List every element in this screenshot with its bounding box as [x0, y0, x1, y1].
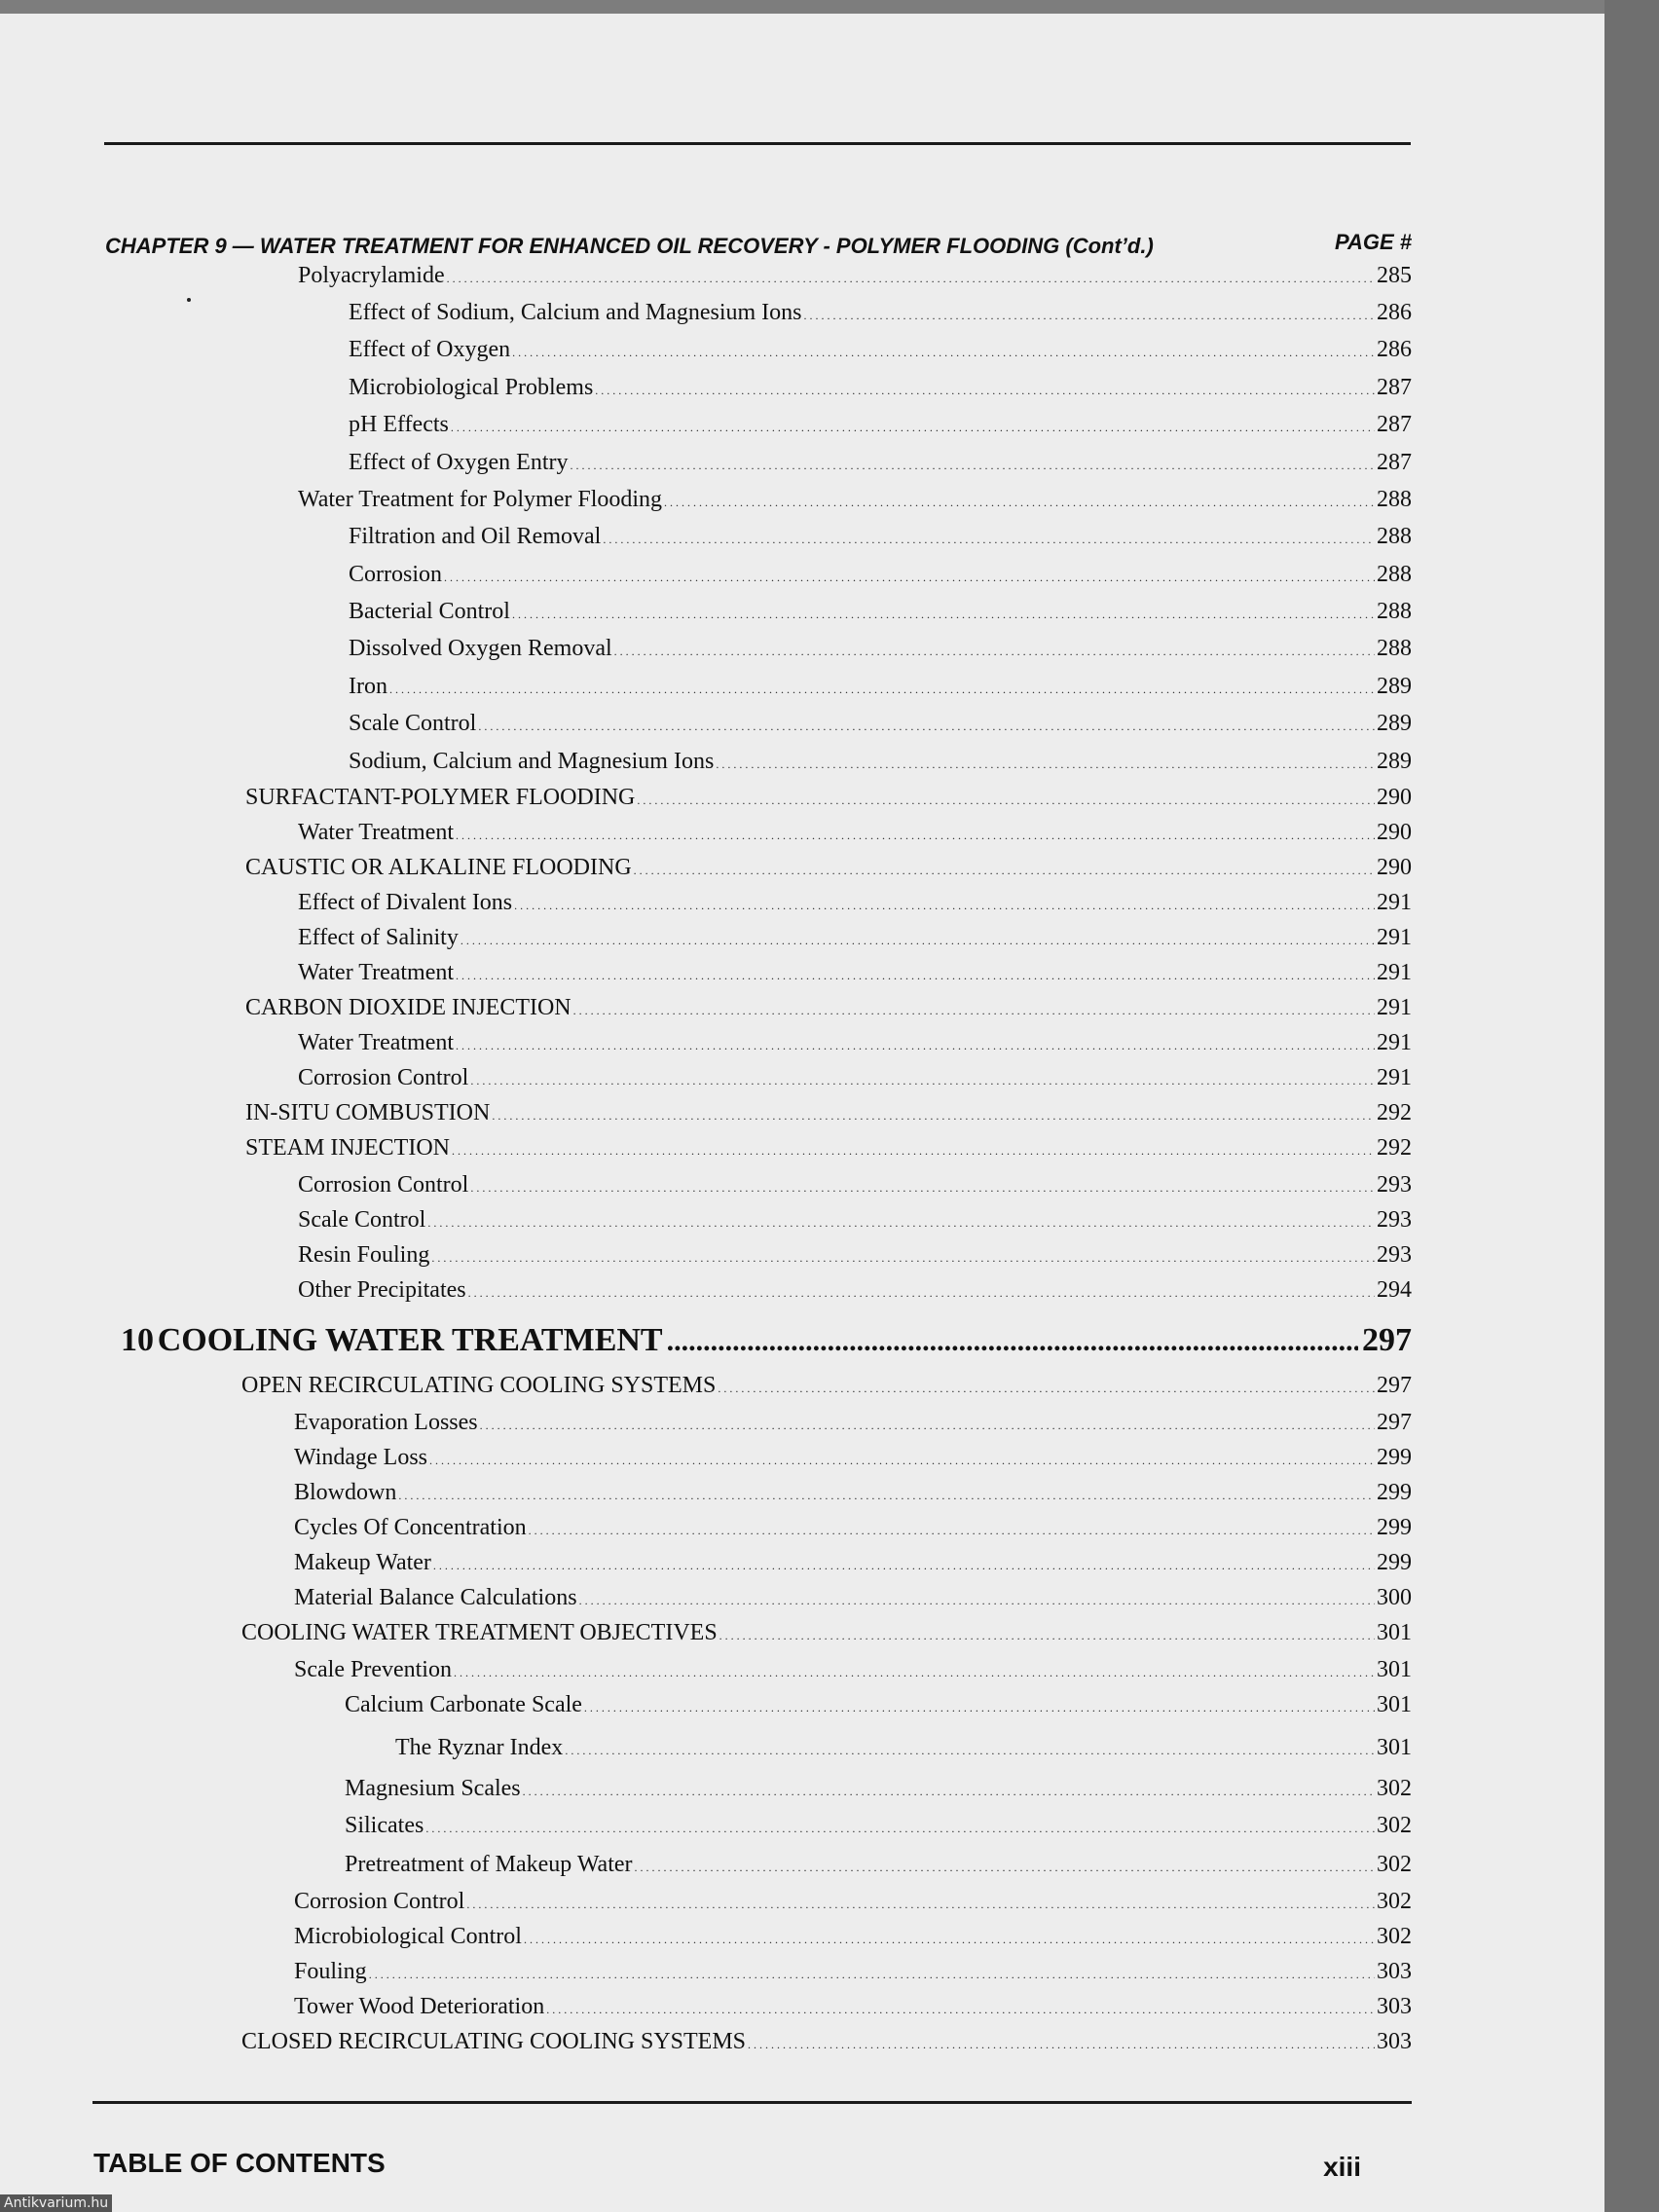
- dot-leader: [570, 448, 1375, 480]
- toc-entry-title: Cycles Of Concentration: [294, 1515, 527, 1540]
- toc-entry-page: 301: [1377, 1692, 1412, 1717]
- dot-leader: [451, 410, 1375, 442]
- toc-entry-title: Tower Wood Deterioration: [294, 1994, 545, 2019]
- dot-leader: [444, 560, 1375, 592]
- dot-leader: [603, 522, 1375, 554]
- toc-entry-title: Microbiological Problems: [349, 375, 594, 400]
- toc-entry: [245, 993, 1412, 1025]
- toc-entry-page: 299: [1377, 1445, 1412, 1470]
- toc-entry-page: 288: [1377, 599, 1412, 624]
- bottom-rule: [92, 2101, 1412, 2104]
- toc-entry-page: 301: [1377, 1657, 1412, 1682]
- toc-entry-title: Corrosion Control: [294, 1889, 465, 1914]
- toc-entry-title: Effect of Oxygen Entry: [349, 450, 569, 475]
- dot-leader: [478, 709, 1375, 741]
- dot-leader: [480, 1408, 1375, 1440]
- toc-entry-title: Scale Control: [349, 711, 477, 736]
- dot-leader: [523, 1774, 1375, 1806]
- toc-entry-page: 291: [1377, 925, 1412, 950]
- table-of-contents: [0, 14, 1604, 2212]
- toc-entry: [349, 597, 1412, 629]
- toc-entry-title: pH Effects: [349, 412, 449, 437]
- chapter-number: 10: [121, 1322, 154, 1358]
- dot-leader: [466, 1887, 1375, 1919]
- dot-leader: [456, 958, 1375, 990]
- toc-entry: [298, 923, 1412, 955]
- toc-entry-page: 287: [1377, 375, 1412, 400]
- toc-entry: [294, 1583, 1412, 1615]
- toc-entry-title: Pretreatment of Makeup Water: [345, 1852, 633, 1877]
- dot-leader: [514, 888, 1375, 920]
- toc-entry-page: 303: [1377, 1959, 1412, 1984]
- dot-leader: [634, 853, 1375, 885]
- toc-entry: [349, 335, 1412, 367]
- dot-leader: [664, 485, 1375, 517]
- toc-entry-page: 292: [1377, 1100, 1412, 1125]
- toc-entry: [345, 1850, 1412, 1882]
- background-edge: [1604, 0, 1659, 2212]
- toc-entry-page: 291: [1377, 960, 1412, 985]
- toc-entry-title: Calcium Carbonate Scale: [345, 1692, 582, 1717]
- toc-entry: [349, 522, 1412, 554]
- toc-entry: [245, 1133, 1412, 1165]
- toc-entry-title: CAUSTIC OR ALKALINE FLOODING: [245, 855, 632, 880]
- dot-leader: [398, 1478, 1375, 1510]
- toc-entry-title: IN-SITU COMBUSTION: [245, 1100, 491, 1125]
- toc-entry: [241, 1371, 1412, 1403]
- toc-entry: [241, 2027, 1412, 2059]
- footer-page-number: xiii: [1323, 2152, 1361, 2182]
- toc-entry-page: 299: [1377, 1480, 1412, 1505]
- toc-entry-page: 289: [1377, 711, 1412, 736]
- toc-entry: [345, 1690, 1412, 1722]
- toc-entry: [349, 298, 1412, 330]
- toc-entry-title: Iron: [349, 674, 387, 699]
- dot-leader: [429, 1443, 1375, 1475]
- toc-entry-title: Silicates: [345, 1813, 424, 1838]
- chapter-header: CHAPTER 9 — WATER TREATMENT FOR ENHANCED OIL RECOVERY - POLYMER FLOODING (Cont’d.): [105, 234, 1154, 258]
- toc-entry: [294, 1478, 1412, 1510]
- dot-leader: [637, 783, 1375, 815]
- toc-entry-title: Blowdown: [294, 1480, 397, 1505]
- toc-entry-title: Dissolved Oxygen Removal: [349, 636, 612, 661]
- toc-entry-title: Windage Loss: [294, 1445, 428, 1470]
- dot-leader: [667, 1322, 1358, 1359]
- toc-entry-title: OPEN RECIRCULATING COOLING SYSTEMS: [241, 1373, 717, 1398]
- toc-entry-page: 286: [1377, 337, 1412, 362]
- toc-entry-title: Corrosion Control: [298, 1172, 469, 1198]
- toc-entry-title: Corrosion: [349, 562, 442, 587]
- toc-entry-page: 290: [1377, 785, 1412, 810]
- toc-entry-title: STEAM INJECTION: [245, 1135, 450, 1161]
- dot-leader: [468, 1275, 1375, 1308]
- toc-entry-page: 297: [1377, 1373, 1412, 1398]
- toc-entry-title: Effect of Sodium, Calcium and Magnesium Ions: [349, 300, 802, 325]
- toc-entry-page: 291: [1377, 890, 1412, 915]
- toc-entry-page: 300: [1377, 1585, 1412, 1610]
- toc-entry: [298, 1275, 1412, 1308]
- toc-entry-page: 289: [1377, 674, 1412, 699]
- chapter-page: 297: [1362, 1322, 1412, 1358]
- dot-leader: [529, 1513, 1375, 1545]
- dot-leader: [452, 1133, 1375, 1165]
- toc-entry-page: 288: [1377, 636, 1412, 661]
- toc-entry-title: Scale Control: [298, 1207, 426, 1233]
- toc-entry: [349, 373, 1412, 405]
- dot-leader: [546, 1992, 1375, 2024]
- dot-leader: [573, 993, 1375, 1025]
- toc-entry-title: Water Treatment: [298, 1030, 455, 1055]
- chapter-10-heading: [121, 1322, 1412, 1359]
- dot-leader: [565, 1733, 1375, 1765]
- toc-entry: [349, 560, 1412, 592]
- toc-entry: [298, 818, 1412, 850]
- dot-leader: [492, 1098, 1375, 1130]
- dot-leader: [433, 1548, 1375, 1580]
- toc-entry-page: 303: [1377, 1994, 1412, 2019]
- toc-entry: [298, 1063, 1412, 1095]
- toc-entry-page: 290: [1377, 820, 1412, 845]
- toc-entry: [298, 261, 1412, 293]
- toc-entry-title: Corrosion Control: [298, 1065, 469, 1090]
- dot-leader: [718, 1371, 1375, 1403]
- toc-entry-page: 288: [1377, 562, 1412, 587]
- toc-entry-title: Scale Prevention: [294, 1657, 452, 1682]
- toc-entry-title: Microbiological Control: [294, 1924, 522, 1949]
- toc-entry-page: 299: [1377, 1550, 1412, 1575]
- toc-entry-page: 302: [1377, 1776, 1412, 1801]
- toc-entry: [298, 1028, 1412, 1060]
- toc-entry: [298, 485, 1412, 517]
- toc-entry-page: 293: [1377, 1172, 1412, 1198]
- dot-leader: [470, 1170, 1375, 1202]
- toc-entry-title: Material Balance Calculations: [294, 1585, 577, 1610]
- toc-entry: [245, 783, 1412, 815]
- toc-entry-title: SURFACTANT-POLYMER FLOODING: [245, 785, 636, 810]
- dot-leader: [584, 1690, 1375, 1722]
- dot-leader: [524, 1922, 1375, 1954]
- toc-entry-title: Water Treatment for Polymer Flooding: [298, 487, 663, 512]
- toc-entry-title: CARBON DIOXIDE INJECTION: [245, 995, 571, 1020]
- dot-leader: [456, 818, 1375, 850]
- toc-entry: [298, 888, 1412, 920]
- toc-entry: [294, 1957, 1412, 1989]
- toc-entry-title: Magnesium Scales: [345, 1776, 521, 1801]
- dot-leader: [447, 261, 1375, 293]
- toc-entry-title: Polyacrylamide: [298, 263, 445, 288]
- toc-entry: [298, 1240, 1412, 1272]
- toc-entry: [298, 1170, 1412, 1202]
- toc-entry: [294, 1887, 1412, 1919]
- toc-entry-page: 285: [1377, 263, 1412, 288]
- toc-entry-page: 289: [1377, 749, 1412, 774]
- toc-entry-page: 297: [1377, 1410, 1412, 1435]
- toc-entry-title: Sodium, Calcium and Magnesium Ions: [349, 749, 715, 774]
- toc-entry-title: Evaporation Losses: [294, 1410, 478, 1435]
- toc-entry-page: 302: [1377, 1852, 1412, 1877]
- toc-entry-page: 302: [1377, 1889, 1412, 1914]
- dot-leader: [427, 1205, 1375, 1237]
- toc-entry-page: 292: [1377, 1135, 1412, 1161]
- toc-entry-page: 299: [1377, 1515, 1412, 1540]
- toc-entry: [245, 853, 1412, 885]
- toc-entry: [298, 958, 1412, 990]
- toc-entry: [294, 1992, 1412, 2024]
- toc-entry-title: Water Treatment: [298, 960, 455, 985]
- toc-entry: [349, 747, 1412, 779]
- toc-entry-title: Filtration and Oil Removal: [349, 524, 602, 549]
- toc-entry-title: Effect of Oxygen: [349, 337, 511, 362]
- toc-entry: [245, 1098, 1412, 1130]
- toc-entry-title: Effect of Salinity: [298, 925, 459, 950]
- toc-entry-page: 290: [1377, 855, 1412, 880]
- toc-entry: [294, 1443, 1412, 1475]
- toc-entry: [294, 1548, 1412, 1580]
- dot-leader: [614, 634, 1375, 666]
- dot-leader: [456, 1028, 1375, 1060]
- toc-entry-page: 302: [1377, 1813, 1412, 1838]
- toc-entry: [349, 634, 1412, 666]
- toc-entry: [298, 1205, 1412, 1237]
- toc-entry-title: Fouling: [294, 1959, 367, 1984]
- dot-leader: [719, 1618, 1375, 1650]
- dot-leader: [512, 335, 1375, 367]
- document-page: [0, 14, 1604, 2212]
- dot-leader: [425, 1811, 1375, 1843]
- toc-entry: [294, 1922, 1412, 1954]
- toc-entry: [349, 672, 1412, 704]
- toc-entry-title: Bacterial Control: [349, 599, 510, 624]
- toc-entry-title: Resin Fouling: [298, 1242, 430, 1268]
- toc-entry-page: 288: [1377, 524, 1412, 549]
- toc-entry-page: 291: [1377, 1030, 1412, 1055]
- toc-entry: [294, 1408, 1412, 1440]
- toc-entry-page: 291: [1377, 1065, 1412, 1090]
- dot-leader: [595, 373, 1375, 405]
- dot-leader: [716, 747, 1375, 779]
- dot-leader: [454, 1655, 1375, 1687]
- dot-leader: [470, 1063, 1375, 1095]
- toc-entry-page: 287: [1377, 450, 1412, 475]
- toc-entry-title: The Ryznar Index: [395, 1735, 564, 1760]
- toc-entry-page: 287: [1377, 412, 1412, 437]
- toc-entry: [294, 1513, 1412, 1545]
- watermark: Antikvarium.hu: [0, 2194, 112, 2212]
- toc-entry-title: COOLING WATER TREATMENT OBJECTIVES: [241, 1620, 718, 1645]
- toc-entry-title: CLOSED RECIRCULATING COOLING SYSTEMS: [241, 2029, 747, 2054]
- toc-entry-title: Water Treatment: [298, 820, 455, 845]
- toc-entry-page: 286: [1377, 300, 1412, 325]
- page-column-label: PAGE #: [1334, 230, 1412, 254]
- toc-entry: [349, 410, 1412, 442]
- toc-entry-title: Makeup Water: [294, 1550, 431, 1575]
- dot-leader: [748, 2027, 1375, 2059]
- dot-leader: [389, 672, 1375, 704]
- toc-entry-title: Effect of Divalent Ions: [298, 890, 513, 915]
- chapter-title: COOLING WATER TREATMENT: [157, 1322, 663, 1358]
- toc-entry-page: 293: [1377, 1242, 1412, 1268]
- dot-leader: [461, 923, 1375, 955]
- toc-entry-page: 293: [1377, 1207, 1412, 1233]
- toc-entry-page: 301: [1377, 1620, 1412, 1645]
- toc-entry: [345, 1774, 1412, 1806]
- toc-entry: [241, 1618, 1412, 1650]
- toc-entry-page: 303: [1377, 2029, 1412, 2054]
- toc-entry-page: 302: [1377, 1924, 1412, 1949]
- toc-entry: [294, 1655, 1412, 1687]
- toc-entry: [395, 1733, 1412, 1765]
- dot-leader: [579, 1583, 1375, 1615]
- toc-entry: [349, 448, 1412, 480]
- toc-entry-page: 294: [1377, 1277, 1412, 1303]
- dot-leader: [803, 298, 1375, 330]
- toc-entry-page: 301: [1377, 1735, 1412, 1760]
- dot-leader: [431, 1240, 1375, 1272]
- toc-entry-page: 291: [1377, 995, 1412, 1020]
- dot-leader: [369, 1957, 1375, 1989]
- toc-entry-title: Other Precipitates: [298, 1277, 466, 1303]
- dot-leader: [512, 597, 1375, 629]
- toc-entry-page: 288: [1377, 487, 1412, 512]
- toc-entry: [349, 709, 1412, 741]
- footer-title: TABLE OF CONTENTS: [93, 2148, 386, 2178]
- dot-leader: [635, 1850, 1375, 1882]
- toc-entry: [345, 1811, 1412, 1843]
